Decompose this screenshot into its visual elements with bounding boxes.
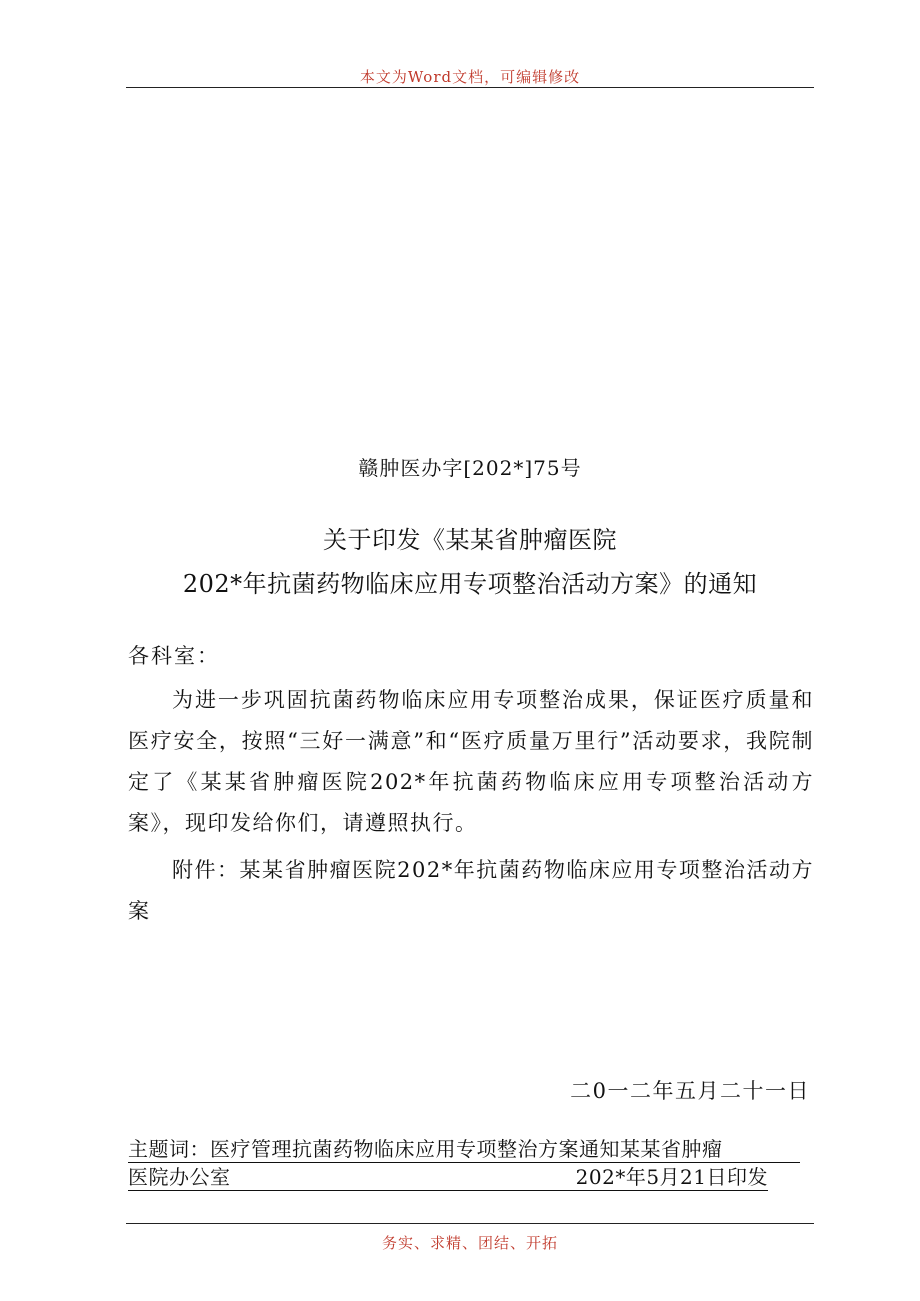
document-title-line-1: 关于印发《某某省肿瘤医院	[323, 526, 617, 554]
header-note: 本文为Word文档，可编辑修改	[359, 68, 581, 86]
issuer-underline	[128, 1190, 768, 1191]
header-divider	[126, 87, 814, 88]
issue-date: 二0一二年五月二十一日	[570, 1079, 810, 1103]
document-number: 赣肿医办字[202*]75号	[358, 456, 582, 480]
footer-divider	[126, 1223, 814, 1224]
footer-motto: 务实、求精、团结、开拓	[381, 1234, 558, 1252]
print-date: 202*年5月21日印发	[575, 1165, 768, 1189]
subject-keywords: 主题词：医疗管理抗菌药物临床应用专项整治方案通知某某省肿瘤	[128, 1137, 723, 1161]
document-title-line-2: 202*年抗菌药物临床应用专项整治活动方案》的通知	[182, 570, 758, 598]
salutation: 各科室：	[128, 644, 220, 668]
body-paragraph: 为进一步巩固抗菌药物临床应用专项整治成果，保证医疗质量和医疗安全，按照“三好一满意”和“医疗质量万里行”活动要求，我院制定了《某某省肿瘤医院202*年抗菌药物临床应用专项整治活动方案》，现印发给你们，请遵照执行。	[128, 688, 814, 835]
issuer: 医院办公室	[128, 1165, 231, 1189]
attachment-note: 附件：某某省肿瘤医院202*年抗菌药物临床应用专项整治活动方案	[128, 858, 814, 923]
